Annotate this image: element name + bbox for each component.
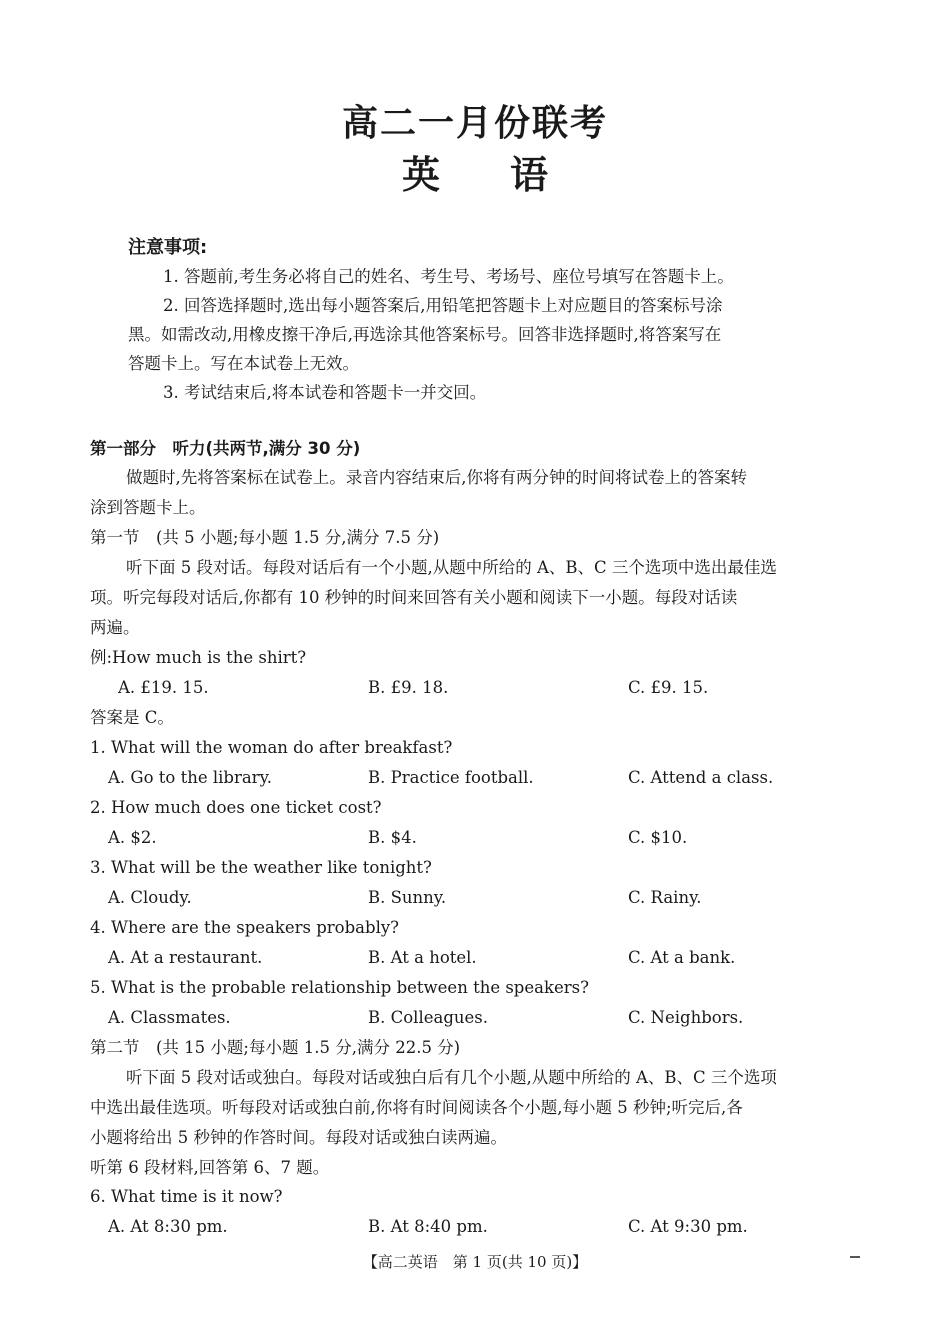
q1-option-a: A. Go to the library.: [108, 768, 272, 787]
q3-option-b: B. Sunny.: [368, 888, 447, 907]
q5-option-b: B. Colleagues.: [368, 1008, 488, 1027]
section1-heading: 第一节 (共 5 小题;每小题 1.5 分,满分 7.5 分): [90, 528, 440, 547]
q4-option-c: C. At a bank.: [628, 948, 736, 967]
question-6: 6. What time is it now?: [90, 1187, 283, 1206]
question-2: 2. How much does one ticket cost?: [90, 798, 382, 817]
notice-item-2: 2. 回答选择题时,选出每小题答案后,用铅笔把答题卡上对应题目的答案标号涂: [163, 296, 723, 315]
notice-item-1: 1. 答题前,考生务必将自己的姓名、考生号、考场号、座位号填写在答题卡上。: [163, 267, 734, 286]
q2-option-b: B. $4.: [368, 828, 417, 847]
example-question: 例:How much is the shirt?: [90, 648, 307, 667]
example-option-c: C. £9. 15.: [628, 678, 709, 697]
q6-option-a: A. At 8:30 pm.: [108, 1217, 228, 1236]
material-6-instruction: 听第 6 段材料,回答第 6、7 题。: [90, 1158, 330, 1177]
question-4: 4. Where are the speakers probably?: [90, 918, 400, 937]
notice-item-2-cont2: 答题卡上。写在本试卷上无效。: [128, 354, 359, 373]
section2-heading: 第二节 (共 15 小题;每小题 1.5 分,满分 22.5 分): [90, 1038, 461, 1057]
q1-option-b: B. Practice football.: [368, 768, 534, 787]
part1-intro-1: 做题时,先将答案标在试卷上。录音内容结束后,你将有两分钟的时间将试卷上的答案转: [126, 468, 747, 487]
section1-intro-3: 两遍。: [90, 618, 140, 637]
q6-option-c: C. At 9:30 pm.: [628, 1217, 748, 1236]
question-3: 3. What will be the weather like tonight?: [90, 858, 432, 877]
notice-item-3: 3. 考试结束后,将本试卷和答题卡一并交回。: [163, 383, 487, 402]
page-footer: 【高二英语 第 1 页(共 10 页)】: [362, 1253, 588, 1271]
section1-intro-2: 项。听完每段对话后,你都有 10 秒钟的时间来回答有关小题和阅读下一小题。每段对话读: [90, 588, 738, 607]
notice-item-2-cont: 黑。如需改动,用橡皮擦干净后,再选涂其他答案标号。回答非选择题时,将答案写在: [128, 325, 722, 344]
q4-option-b: B. At a hotel.: [368, 948, 477, 967]
q4-option-a: A. At a restaurant.: [108, 948, 263, 967]
exam-title: 高二一月份联考: [341, 103, 608, 144]
q1-option-c: C. Attend a class.: [628, 768, 774, 787]
part1-heading: 第一部分 听力(共两节,满分 30 分): [90, 439, 361, 458]
q5-option-a: A. Classmates.: [108, 1008, 231, 1027]
q3-option-a: A. Cloudy.: [108, 888, 192, 907]
q6-option-b: B. At 8:40 pm.: [368, 1217, 488, 1236]
section2-intro-3: 小题将给出 5 秒钟的作答时间。每段对话或独白读两遍。: [90, 1128, 507, 1147]
section2-intro-1: 听下面 5 段对话或独白。每段对话或独白后有几个小题,从题中所给的 A、B、C 三个选项: [126, 1068, 777, 1087]
q2-option-c: C. $10.: [628, 828, 688, 847]
subject-title: 英语: [401, 153, 618, 197]
section2-intro-2: 中选出最佳选项。听每段对话或独白前,你将有时间阅读各个小题,每小题 5 秒钟;听完后,各: [90, 1098, 743, 1117]
part1-intro-2: 涂到答题卡上。: [90, 498, 206, 517]
question-1: 1. What will the woman do after breakfast?: [90, 738, 453, 757]
example-option-b: B. £9. 18.: [368, 678, 449, 697]
corner-mark: [850, 1256, 860, 1258]
example-answer: 答案是 C。: [90, 708, 174, 727]
q5-option-c: C. Neighbors.: [628, 1008, 744, 1027]
question-5: 5. What is the probable relationship between the speakers?: [90, 978, 589, 997]
notice-heading: 注意事项:: [128, 237, 208, 258]
example-option-a: A. £19. 15.: [118, 678, 209, 697]
section1-intro-1: 听下面 5 段对话。每段对话后有一个小题,从题中所给的 A、B、C 三个选项中选出最佳选: [126, 558, 777, 577]
q3-option-c: C. Rainy.: [628, 888, 702, 907]
q2-option-a: A. $2.: [108, 828, 157, 847]
